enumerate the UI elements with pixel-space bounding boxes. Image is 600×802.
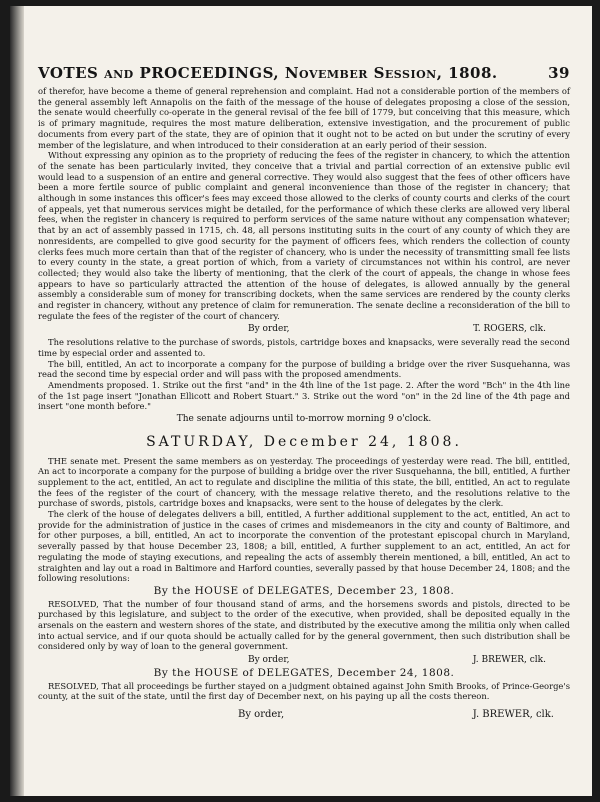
adjournment-line: The senate adjourns until to-morrow morning 9 o'clock. [176,414,432,425]
binding-shadow [10,6,24,796]
paragraph: The bill, entitled, An act to incorporate a company for the purpose of building a bridge over the river Susquehanna, was read the second time by especial order and will pass with the proposed amendments. [38,358,570,380]
signature-block [38,324,570,335]
paragraph: Amendments proposed. 1. Strike out the first "and" in the 4th line of the 1st page. 2. After the word "Bch" in the 4th line of the 1st page insert "Jonathan Ellicott and Robert Stuart." 3. Strike out the word "on" in the 2d line of the 4th page and insert "one month before." [38,379,570,412]
document-page [10,6,592,796]
header-title: VOTES and PROCEEDINGS, November Session, 1808. [38,64,498,82]
by-order-label: By order, [248,324,290,335]
page-body [38,86,570,721]
paragraph: of therefor, have become a theme of general reprehension and complaint. Had not a considerable portion of the members of the general assembly left Annapolis on the faith of the message of the house of delegates proposing a close of the session, the senate would cheerfully co-operate in the general revisal of the fee bill of 1779, but conceiving that this measure, which is of primary magnitude, requires the most mature deliberation, extensive investigation, and the procurement of public documents from every part of the state, they are of opinion that it ought not to be acted on but under the scrutiny of every member of the legislature, and when introduced to their consideration at an early period of their session. [38,86,570,150]
signature-block [38,655,570,666]
resolution: RESOLVED, That the number of four thousand stand of arms, and the horsemens swords and pistols, directed to be purchased by this legislature, and subject to the order of the executive, when provided, shall be deposited equally in the arsenals on the eastern and western shores of the state, and distributed by the executive among the militia only when called into actual service, and if our quota should be actually called for by the general government, then such distribution shall be considered only by way of loan to the general government. [38,598,570,652]
clerk-name: J. BREWER, clk. [472,655,546,666]
paragraph: Without expressing any opinion as to the propriety of reducing the fees of the register in chancery, to which the attention of the senate has been particularly invited, they conceive that a trivial and partial correction of an extensive public evil would lead to a suspension of an entire and general corrective. They would also suggest that the fees of other officers have been a more fertile source of public complaint and general inconvenience than those of the register in chancery; that although in some instances this officer's fees may exceed those allowed to the clerks of county courts and clerks of the court of appeals, yet that numerous services might be detailed, for the performance of which these clerks are allowed very liberal fees, when the register in chancery is required to perform services of the same nature without any compensation whatever; that by an act of assembly passed in 1715, ch. 48, all persons instituting suits in the court of any county of which they are nonresidents, are compelled to give good security for the payment of officers fees, which renders the collection of county clerks fees much more certain than that of the register of chancery, who is under the necessity of transmitting small fee lists to every county in the state, a great portion of which, from a variety of circumstances not within his control, are never collected; they would also take the liberty of mentioning, that the clerk of the court of appeals, the change in whose fees appears to have so particularly attracted the attention of the house of delegates, is allowed annually by the general assembly a considerable sum of money for transcribing dockets, when the same services are rendered by the county clerks and register in chancery, without any pretence of claim for remuneration. The senate decline a reconsideration of the bill to regulate the fees of the register of the court of chancery. [38,150,570,321]
by-order-label: By order, [248,655,290,666]
paragraph: The resolutions relative to the purchase of swords, pistols, cartridge boxes and knapsacks, were severally read the second time by especial order and assented to. [38,337,570,358]
signature-block [38,710,570,721]
page-number: 39 [548,64,570,82]
paragraph: THE senate met. Present the same members as on yesterday. The proceedings of yesterday were read. The bill, entitled, An act to incorporate a company for the purpose of building a bridge over the river Susquehanna, the bill, entitled, A further supplement to the act, entitled, An act to regulate and discipline the militia of this state, the bill, entitled, An act to regulate the fees of the register of the court of chancery, with the message relative thereto, and the resolutions relative to the purchase of swords, pistols, cartridge boxes and knapsacks, were sent to the house of delegates by the clerk. [38,455,570,509]
dateline: SATURDAY, December 24, 1808. [146,433,462,450]
paragraph: The clerk of the house of delegates delivers a bill, entitled, A further additional supplement to the act, entitled, An act to provide for the administration of justice in the cases of crimes and misdemeanors in the city and county of Baltimore, and for other purposes, a bill, entitled, An act to incorporate the convention of the protestant episcopal church in Maryland, severally passed by that house December 23, 1808; a bill, entitled, A further supplement to an act, entitled, An act for regulating the mode of staying executions, and repealing the acts of assembly therein mentioned, a bill, entitled, An act to straighten and lay out a road in Baltimore and Harford counties, severally passed by that house December 24, 1808; and the following resolutions: [38,509,570,584]
clerk-name: J. BREWER, clk. [472,708,554,720]
by-order-label: By order, [238,708,285,720]
resolution: RESOLVED, That all proceedings be further stayed on a judgment obtained against John Smith Brooks, of Prince-George's county, at the suit of the state, until the first day of December next, on his paying up all the costs thereon. [38,680,570,702]
running-header [38,64,570,82]
house-heading: By the HOUSE of DELEGATES, December 24, 1808. [153,666,455,679]
house-heading: By the HOUSE of DELEGATES, December 23, 1808. [153,584,455,597]
clerk-name: T. ROGERS, clk. [473,324,546,335]
